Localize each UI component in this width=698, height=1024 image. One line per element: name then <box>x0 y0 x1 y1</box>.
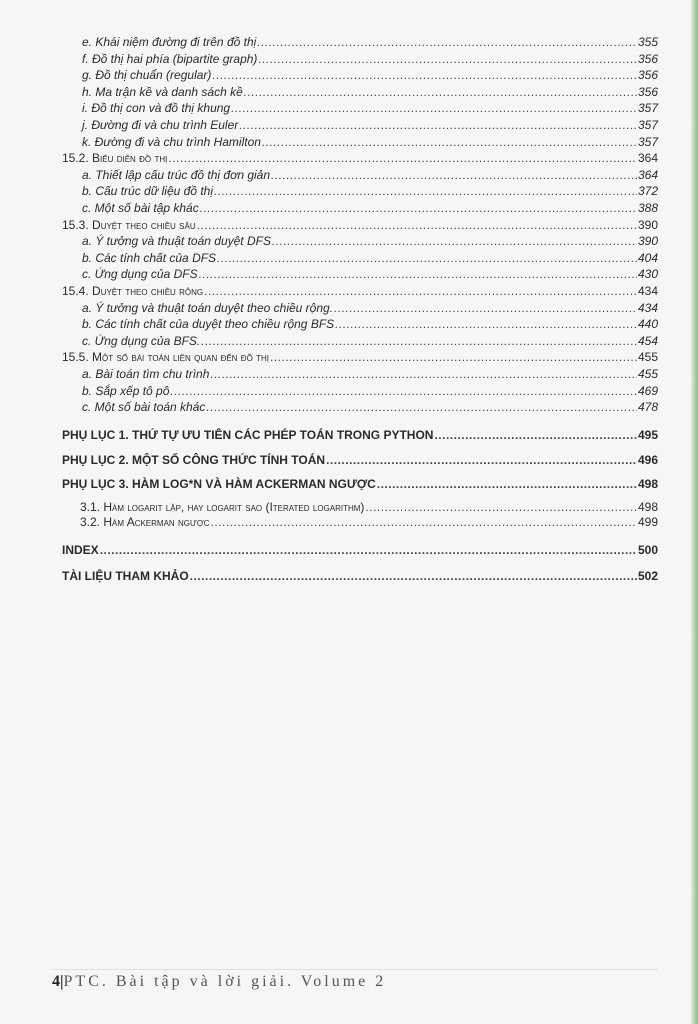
toc-entry[interactable] <box>82 135 658 149</box>
toc-entry-page: 499 <box>637 515 658 529</box>
toc-entry-page: 455 <box>637 350 658 365</box>
toc-entry[interactable] <box>82 317 658 331</box>
toc-entry[interactable] <box>82 101 658 115</box>
dot-leader <box>214 184 637 198</box>
dot-leader <box>206 400 637 414</box>
toc-entry-page: 355 <box>637 35 658 49</box>
toc-entry-page: 390 <box>637 234 658 249</box>
dot-leader <box>199 267 637 281</box>
toc-entry-title: a. Thiết lập cấu trúc đồ thị đơn giản <box>82 167 271 182</box>
toc-entry-page: 434 <box>637 284 658 298</box>
page-number: 4 <box>52 973 60 990</box>
dot-leader <box>100 543 637 557</box>
dot-leader <box>201 334 637 348</box>
toc-entry-page: 357 <box>637 118 658 132</box>
dot-leader <box>334 301 637 315</box>
toc-entry[interactable] <box>62 428 658 442</box>
toc-entry-title: 15.5. Một số bài toán liên quan đến đồ thị <box>62 350 270 365</box>
toc-entry[interactable] <box>82 85 658 99</box>
toc-entry-title: c. Ứng dụng của DFS <box>82 267 198 282</box>
toc-entry-page: 357 <box>637 101 658 116</box>
dot-leader <box>262 135 637 149</box>
toc-entry-title: e. Khái niệm đường đi trên đồ thị <box>82 35 257 49</box>
toc-entry[interactable] <box>80 515 658 529</box>
toc-entry-title: c. Một số bài toán khác <box>82 400 206 415</box>
footer-divider <box>52 969 658 970</box>
toc-entry[interactable] <box>62 569 658 583</box>
toc-entry[interactable] <box>82 301 658 315</box>
dot-leader <box>272 234 637 248</box>
toc-entry-page: 372 <box>637 184 658 199</box>
toc-entry[interactable] <box>62 543 658 557</box>
dot-leader <box>170 384 637 398</box>
page-edge <box>691 0 698 1024</box>
dot-leader <box>434 428 637 442</box>
dot-leader <box>197 218 637 232</box>
toc-entry-page: 500 <box>637 543 658 557</box>
footer-separator: | <box>60 973 64 990</box>
toc-entry-title: 15.3. Duyệt theo chiều sâu <box>62 217 196 232</box>
dot-leader <box>231 101 637 115</box>
toc-entry-page: 404 <box>637 250 658 265</box>
toc-entry-page: 502 <box>637 569 658 583</box>
toc-entry-title: 3.1. Hàm logarit lặp, hay logarit sao (Iterated logarithm) <box>80 500 365 514</box>
toc-entry[interactable] <box>82 184 658 198</box>
toc-entry-page: 495 <box>637 428 658 442</box>
toc-entry-title: TÀI LIỆU THAM KHẢO <box>62 569 189 583</box>
toc-entry-title: k. Đường đi và chu trình Hamilton <box>82 134 261 149</box>
toc-entry[interactable] <box>82 384 658 398</box>
toc-entry-page: 357 <box>637 134 658 149</box>
dot-leader <box>210 367 637 381</box>
toc-entry[interactable] <box>62 477 658 491</box>
toc-entry-page: 469 <box>637 383 658 398</box>
toc-entry-page: 430 <box>637 267 658 282</box>
toc-entry-page: 390 <box>637 217 658 232</box>
dot-leader <box>326 453 637 467</box>
dot-leader <box>200 201 637 215</box>
toc-entry-page: 498 <box>637 500 658 514</box>
toc-entry-title: c. Một số bài tập khác <box>82 201 199 215</box>
toc-entry[interactable] <box>82 334 658 348</box>
toc-entry-title: a. Ý tưởng và thuật toán duyệt DFS <box>82 234 271 249</box>
toc-entry-title: a. Bài toán tìm chu trình <box>82 367 210 381</box>
toc-entry-title: b. Các tính chất của DFS <box>82 250 217 265</box>
toc-entry-title: b. Sắp xếp tô pô <box>82 383 170 398</box>
dot-leader <box>335 317 637 331</box>
toc-entry-page: 434 <box>637 300 658 315</box>
dot-leader <box>377 477 637 491</box>
toc-entry-page: 388 <box>637 201 658 215</box>
toc-entry-title: a. Ý tưởng và thuật toán duyệt theo chiều rộng. <box>82 300 334 315</box>
toc-entry-title: 3.2. Hàm Ackerman ngược <box>80 515 210 529</box>
toc-entry[interactable] <box>82 52 658 66</box>
toc-entry-page: 356 <box>637 84 658 99</box>
toc-entry-page: 440 <box>637 317 658 332</box>
dot-leader <box>365 500 637 514</box>
toc-entry-title: b. Các tính chất của duyệt theo chiều rộng BFS <box>82 317 335 332</box>
dot-leader <box>217 251 637 265</box>
toc-entry-title: PHỤ LỤC 1. THỨ TỰ ƯU TIÊN CÁC PHÉP TOÁN TRONG PYTHON <box>62 428 434 442</box>
toc-entry-title: j. Đường đi và chu trình Euler <box>82 118 239 132</box>
toc-entry-title: INDEX <box>62 543 99 557</box>
toc-entry-title: b. Cấu trúc dữ liệu đồ thị <box>82 184 214 199</box>
toc-entry[interactable] <box>82 118 658 132</box>
page-footer <box>52 973 386 991</box>
toc-entry[interactable] <box>80 500 658 514</box>
toc-entry-title: i. Đồ thị con và đồ thị khung <box>82 101 231 116</box>
toc-entry-page: 496 <box>637 453 658 467</box>
toc-entry-title: PHỤ LỤC 2. MỘT SỐ CÔNG THỨC TÍNH TOÁN <box>62 453 326 467</box>
dot-leader <box>271 168 637 182</box>
footer-title: PTC. Bài tập và lời giải. Volume 2 <box>63 973 387 990</box>
toc-entry-page: 478 <box>637 400 658 415</box>
dot-leader <box>212 68 637 82</box>
toc-entry[interactable] <box>82 251 658 265</box>
toc-entry-title: c. Ứng dụng của BFS. <box>82 333 201 348</box>
dot-leader <box>190 569 637 583</box>
toc-entry[interactable] <box>62 350 658 364</box>
toc-entry-page: 356 <box>637 68 658 83</box>
toc-entry[interactable] <box>82 35 658 49</box>
dot-leader <box>258 52 637 66</box>
toc-entry[interactable] <box>82 400 658 414</box>
toc-entry-title: 15.4. Duyệt theo chiều rộng <box>62 284 204 298</box>
toc-entry[interactable] <box>82 367 658 381</box>
toc-entry[interactable] <box>82 68 658 82</box>
toc-entry[interactable] <box>62 218 658 232</box>
toc-entry[interactable] <box>82 168 658 182</box>
dot-leader <box>257 35 637 49</box>
toc-entry-page: 364 <box>637 151 658 166</box>
toc-entry[interactable] <box>82 234 658 248</box>
dot-leader <box>211 515 637 529</box>
toc-entry[interactable] <box>62 284 658 298</box>
dot-leader <box>244 85 637 99</box>
toc-entry[interactable] <box>82 201 658 215</box>
toc-entry[interactable] <box>62 151 658 165</box>
toc-entry-page: 364 <box>637 167 658 182</box>
toc-entry-title: 15.2. Biểu diễn đồ thị <box>62 151 168 166</box>
toc-entry-page: 454 <box>637 333 658 348</box>
toc-entry-title: f. Đồ thị hai phía (bipartite graph) <box>82 51 258 66</box>
toc-entry-title: g. Đồ thị chuẩn (regular) <box>82 68 212 83</box>
toc-entry-page: 356 <box>637 51 658 66</box>
toc-entry[interactable] <box>62 453 658 467</box>
toc-entry[interactable] <box>82 267 658 281</box>
toc-entry-title: h. Ma trận kề và danh sách kề <box>82 84 243 99</box>
dot-leader <box>204 284 637 298</box>
toc-entry-title: PHỤ LỤC 3. HÀM LOG*N VÀ HÀM ACKERMAN NGƯỢC <box>62 477 376 491</box>
toc-entry-page: 498 <box>637 477 658 491</box>
dot-leader <box>239 118 637 132</box>
toc-entry-page: 455 <box>637 367 658 381</box>
dot-leader <box>168 151 637 165</box>
dot-leader <box>270 350 637 364</box>
